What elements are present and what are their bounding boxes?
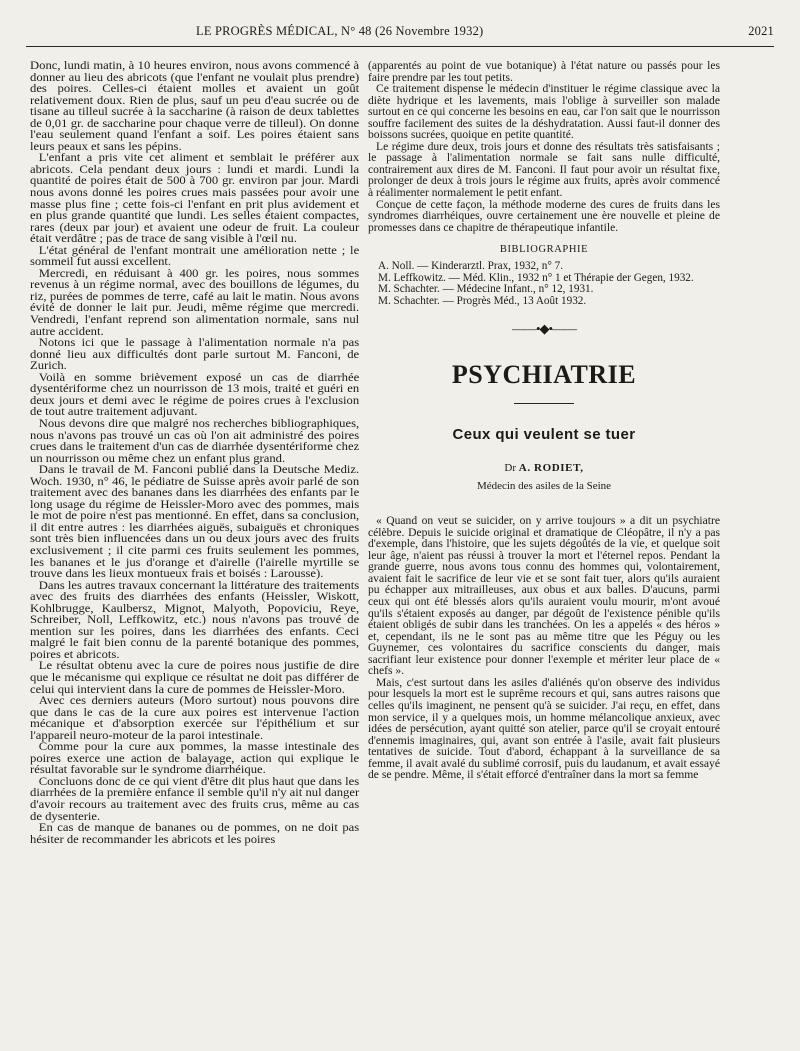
- paragraph: Concluons donc de ce qui vient d'être dit plus haut que dans les diarrhées de la première enfance il semble qu'il n'y ait nul danger d'avoir recours au traitement avec des fruits crus, même au cas de dysenterie.: [30, 774, 360, 823]
- paragraph: Nous devons dire que malgré nos recherches bibliographiques, nous n'avons pas trouvé un cas où l'on ait administré des poires crues dans le traitement d'un cas de diarrhée dysentériforme chez un nourrisson ou même chez un enfant plus grand.: [30, 416, 360, 465]
- bibliography-entry: M. Schachter. — Progrès Méd., 13 Août 1932.: [378, 294, 587, 307]
- paragraph: Le régime dure deux, trois jours et donne des résultats très satisfaisants ; le passage à l'alimentation normale se fait sans nulle difficulté, contrairement aux dires de M. Fanconi. Il faut pour avoir un résultat fixe, prolonger de deux à trois jours le régime aux fruits, après avoir commencé à réalimenter normalement le petit enfant.: [368, 139, 720, 200]
- running-header: [26, 24, 774, 44]
- bibliography-entry: M. Schachter. — Médecine Infant., n° 12, 1931.: [378, 283, 594, 296]
- paragraph: Ce traitement dispense le médecin d'instituer le régime classique avec la diète hydrique et les lavements, mais l'oblige à surveiller son malade surtout en ce qui concerne les besoins en eau, car l'on sait que le nourrisson souffre facilement des suites de la déshydratation. Aussi faut-il donner des boissons sucrées, quoique en petite quantité.: [368, 82, 720, 142]
- paragraph: Mercredi, en réduisant à 400 gr. les poires, nous sommes revenus à un régime normal, avec des bouillons de légumes, du riz, purées de pommes de terre, café au lait le matin. Nous avons évité de donner le lait pur. Jeudi, même régime que mercredi. Vendredi, l'enfant reprend son alimentation normale, sans nul autre accident.: [30, 266, 360, 338]
- running-title: LE PROGRÈS MÉDICAL, N° 48 (26 Novembre 1932): [196, 24, 484, 38]
- paragraph: L'état général de l'enfant montrait une amélioration nette ; le sommeil fut aussi excellent.: [30, 243, 360, 269]
- paragraph: Dans le travail de M. Fanconi publié dans la Deutsche Mediz. Woch. 1930, n° 46, le pédiatre de Suisse après avoir parlé de son traitement avec des bananes dans les diarrhées des enfants par le long usage du régime de Heissler-Moro avec des pommes, mais le mot de poire n'est pas mentionné. En effet, dans sa conclusion, il dit entre autres : les diarrhées aiguës, subaiguës et chroniques sont très bien influencées dans un ou deux jours avec des fruits exclusivement ; il cite parmi ces fruits seulement les pommes, les bananes et le jus d'orange et d'airelle (l'airelle myrtille se trouve dans les lieux montueux frais et boisés : Larousse).: [30, 463, 360, 581]
- paragraph: Conçue de cette façon, la méthode moderne des cures de fruits dans les syndromes diarrhéiques, ouvre certainement une ère nouvelle et pleine de promesses dans ce chapitre de thérapeutique infantile.: [368, 197, 720, 234]
- paragraph: Avec ces derniers auteurs (Moro surtout) nous pouvons dire que dans le cas de la cure aux poires est intervenue l'action mécanique et d'absorption exercée sur l'épithélium et sur l'appareil neuro-moteur de la paroi intestinale.: [30, 694, 360, 742]
- right-column: [368, 60, 720, 1040]
- paragraph: En cas de manque de bananes ou de pommes, on ne doit pas hésiter de recommander les abricots et les poires: [30, 821, 360, 846]
- bibliography-list: [368, 261, 720, 307]
- header-rule: [26, 46, 774, 47]
- ornamental-separator: ——•◆•——: [511, 321, 577, 337]
- bibliography-heading: BIBLIOGRAPHIE: [499, 244, 589, 256]
- author-affiliation: Médecin des asiles de la Seine: [476, 480, 612, 493]
- paragraph: Le résultat obtenu avec la cure de poires nous justifie de dire que le mécanisme qui explique ce résultat ne doit pas différer de celui qui intervient dans la cure de pommes de Heissler-Moro.: [30, 659, 360, 696]
- paragraph: (apparentés au point de vue botanique) à l'état nature ou passés pour les faire prendre par les tout petits.: [368, 60, 720, 84]
- paragraph: Donc, lundi matin, à 10 heures environ, nous avons commencé à donner au lieu des abricots (que l'enfant ne voulait plus prendre) des poires. Celles-ci étaient molles et avaient un goût relativement doux. Rien de plus, sauf un peu d'eau sucrée ou de tisane au tilleul sucrée à la saccharine (à raison de deux tablettes de 0,01 gr. de saccharine pour chaque verre de tilleul). On donne l'eau seulement quand l'enfant a soif. Les poires étaient sans leurs peaux et sans les pépins.: [30, 60, 360, 153]
- bibliography-entry: A. Noll. — Kinderarztl. Prax, 1932, n° 7.: [378, 260, 563, 273]
- bibliography-entry: M. Leffkowitz. — Méd. Klin., 1932 n° 1 et Thérapie der Gegen, 1932.: [378, 271, 694, 284]
- author-name: A. RODIET,: [518, 462, 584, 475]
- article-title: Ceux qui veulent se tuer: [452, 426, 636, 444]
- paragraph: Voilà en somme brièvement exposé un cas de diarrhée dysentériforme chez un nourrisson de 13 mois, traité et guéri en deux jours et demi avec le régime de poires crues à l'exclusion de tout autre traitement adjuvant.: [30, 370, 360, 419]
- paragraph: L'enfant a pris vite cet aliment et semblait le préférer aux abricots. Cela pendant deux jours : lundi et mardi. Lundi la quantité de poires était de 500 à 700 gr. environ par jour. Mardi nous avons donné les poires crues mais passées pour avoir une masse plus fine ; cette fois-ci l'enfant en prit plus avidement et en plus grande quantité que lundi. Les selles étaient compactes, rares (deux par jour) et avaient une odeur de fruit. La couleur était verdâtre ; pas de trace de sang visible à l'œil nu.: [30, 151, 360, 246]
- page-number: 2021: [748, 24, 774, 38]
- author-prefix: Dr: [504, 462, 517, 475]
- left-column: [30, 60, 360, 1040]
- article-paragraph: Mais, c'est surtout dans les asiles d'aliénés qu'on observe des individus pour lesquels la mort est le suprême recours et qui, sans autres raisons que celles qu'ils imaginent, ne pensent qu'à se suicider. J'ai reçu, en effet, dans mon service, il y a quelques mois, un homme mélancolique anxieux, avec idées de persécution, ayant quitté son atelier, parce qu'il se croyait entouré d'ennemis imaginaires, qui, avant son entrée à l'asile, avait fait plusieurs tentatives de suicide. Tout d'abord, échappant à la surveillance de sa femme, il avait avalé du sublimé corrosif, puis du laudanum, et avait essayé de se pendre. Même, il s'était efforcé d'entraîner dans la mort sa femme: [368, 675, 720, 782]
- author-line: [368, 461, 720, 475]
- title-rule: [514, 403, 574, 404]
- paragraph: Comme pour la cure aux pommes, la masse intestinale des poires exerce une action de balayage, action qui explique le résultat favorable sur le syndrome diarrhéique.: [30, 740, 360, 777]
- paragraph: Dans les autres travaux concernant la littérature des traitements avec des fruits des diarrhées des enfants (Heissler, Wiskott, Kohlbrugge, Kaulbersz, Mignot, Malyoth, Popoviciu, Reye, Schreiber, Noll, Leffkowitz, etc.) nous n'avons pas trouvé de mention sur les poires, dans les diarrhées des enfants. Ceci malgré le fait bien connu de la parenté botanique des pommes, poires et abricots.: [30, 578, 360, 661]
- section-title: PSYCHIATRIE: [451, 360, 637, 390]
- article-paragraph: « Quand on veut se suicider, on y arrive toujours » a dit un psychiatre célèbre. Depuis le suicide original et dramatique de Cléopâtre, il n'y a pas d'exemple, dans l'histoire, que les sujets dégoûtés de la vie, et quelque soit leur âge, n'aient pas réussi à trouver la mort et l'éternel repos. Pendant la grande guerre, nous avons tous connu des hommes qui, volontairement, avaient fait le sacrifice de leur vie et se sont fait tuer, alors qu'ils auraient pu échapper aux mitrailleuses, aux obus et aux balles. D'aucuns, parmi ceux qui ont été blessés alors qu'ils auraient voulu mourir, m'ont avoué qu'ils s'étaient exposés au danger, par dégoût de l'existence pénible qu'ils étaient obligés de subir dans les tranchées. On les a appelés « des héros » et, cependant, ils ne le sont pas au même titre que les Péguy ou les Guynemer, ces volontaires du sacrifice conscients du danger, mais sacrifiant leur existence pour donner l'exemple et mériter leur place de « chefs ».: [368, 514, 720, 678]
- paragraph: Notons ici que le passage à l'alimentation normale n'a pas donné lieu aux difficultés dont parle surtout M. Fanconi, de Zurich.: [30, 336, 360, 373]
